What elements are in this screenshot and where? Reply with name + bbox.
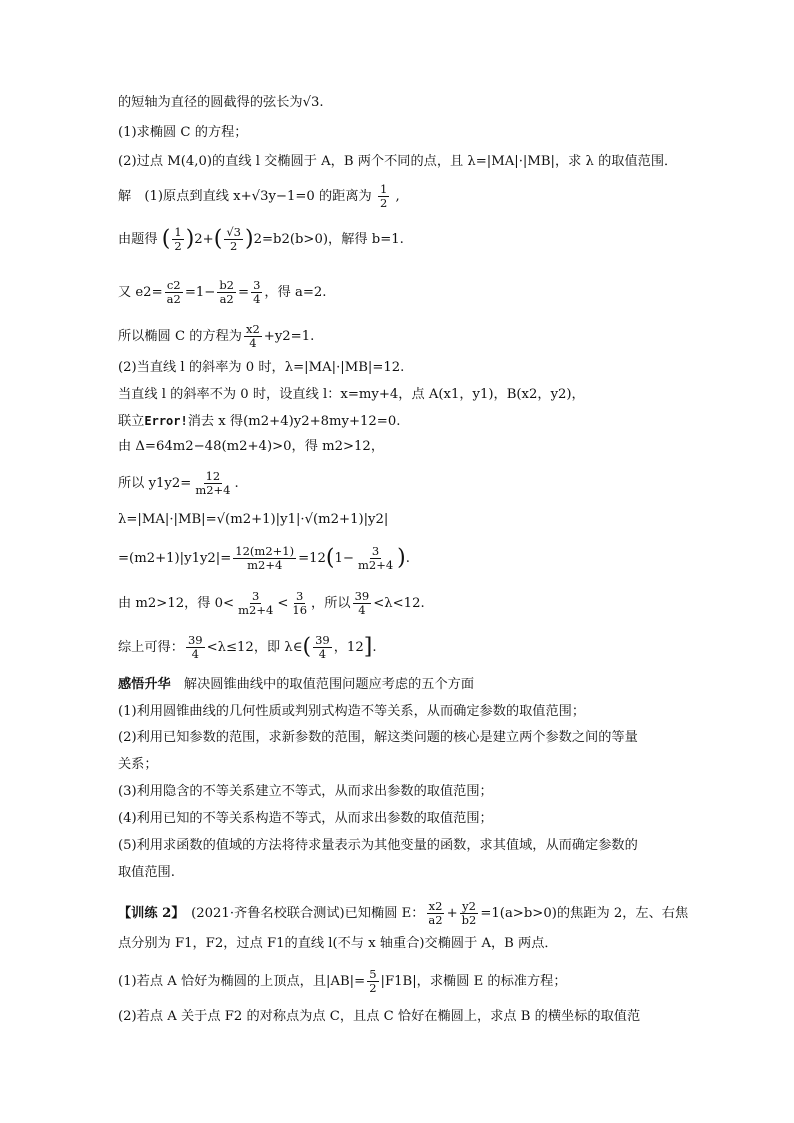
text-line: 点分别为 F1，F2，过点 F1的直线 l(不与 x 轴重合)交椭圆于 A，B 两点． [118, 936, 558, 951]
equation-line: 所以椭圆 C 的方程为 $\frac{x2}{4}$ +y2=1. [118, 322, 315, 350]
summary-heading: 感悟升华 解决圆锥曲线中的取值范围问题应考虑的五个方面 [118, 677, 475, 692]
text-line: (2)利用已知参数的范围，求新参数的范围，解这类问题的核心是建立两个参数之间的等量 [118, 730, 638, 745]
fraction: $\frac{√3}{2}$ [226, 225, 241, 253]
error-text: Error! [144, 414, 188, 428]
text-line: (2)若点 A 关于点 F2 的对称点为点 C，且点 C 恰好在椭圆上，求点 B 的横坐标的取值范 [118, 1009, 641, 1024]
fraction: $\frac{1}{2}$ [379, 182, 388, 210]
question-2 [118, 153, 677, 171]
fraction: $\frac{1}{2}$ [174, 225, 182, 253]
text: (1)求椭圆 C 的方程； [118, 125, 248, 140]
exercise-heading: 【训练 2】 (2021·齐鲁名校联合测试)已知椭圆 E： $\frac{x2}{a2}$ + $\frac{y2}{b2}$ =1(a>b>0)的焦距为 2，左、右焦 [118, 899, 689, 927]
text: 的短轴为直径的圆截得的弦长为√3. [118, 95, 324, 110]
text-line [118, 94, 324, 112]
equation-line: λ=|MA|·|MB|=√(m2+1)|y1|·√(m2+1)|y2| [118, 512, 389, 527]
text-line: (1)若点 A 恰好为椭圆的上顶点，且|AB|= $\frac{5}{2}$ |F1B|，求椭圆 E 的标准方程； [118, 967, 567, 995]
text-line: (2)当直线 l 的斜率为 0 时，λ=|MA|·|MB|=12. [118, 360, 405, 375]
text-line: 联立Error!消去 x 得(m2+4)y2+8my+12=0. [118, 414, 401, 429]
text-line: (1)利用圆锥曲线的几何性质或判别式构造不等关系，从而确定参数的取值范围； [118, 704, 586, 719]
text-line: (3)利用隐含的不等关系建立不等式，从而求出参数的取值范围； [118, 784, 493, 799]
text-line: 由 Δ=64m2−48(m2+4)>0，得 m2>12， [118, 439, 385, 454]
text-line: (5)利用求函数的值域的方法将待求量表示为其他变量的函数，求其值域，从而确定参数的 [118, 838, 638, 853]
text: 解 (1)原点到直线 x+√3y−1=0 的距离为 [118, 189, 372, 204]
equation-line: 又 e2= $\frac{c2}{a2}$ =1− $\frac{b2}{a2}$ = $\frac{3}{4}$ ，得 a=2. [118, 278, 327, 306]
text-line: 取值范围. [118, 865, 175, 880]
text-line: (4)利用已知的不等关系构造不等式，从而求出参数的取值范围； [118, 811, 493, 826]
equation-line: 综上可得： $\frac{39}{4}$ <λ≤12，即 λ∈( $\frac{39}{4}$ ，12]. [118, 633, 377, 661]
equation-line: 所以 y1y2= $\frac{12}{m2+4}$ . [118, 469, 239, 497]
question-1 [118, 124, 247, 142]
text-line: 当直线 l 的斜率不为 0 时，设直线 l：x=my+4，点 A(x1，y1)，B(x2，y2)， [118, 387, 585, 402]
solution-line: 解 (1)原点到直线 x+√3y−1=0 的距离为 $\frac{1}{2}$ , [118, 182, 400, 210]
text: (2)过点 M(4,0)的直线 l 交椭圆于 A，B 两个不同的点，且 λ=|MA|·|MB|，求 λ 的取值范围． [118, 154, 678, 169]
equation-line: 由题得 ( $\frac{1}{2}$ )2+( $\frac{√3}{2}$ )2=b2(b>0)，解得 b=1. [118, 225, 404, 253]
text-line: 关系； [118, 757, 158, 772]
equation-line: 由 m2>12，得 0< $\frac{3}{m2+4}$ < $\frac{3}{16}$ ，所以 $\frac{39}{4}$ <λ<12. [118, 589, 425, 617]
equation-line: =(m2+1)|y1y2|= $\frac{12(m2+1)}{m2+4}$ =12(1− $\frac{3}{m2+4}$ ). [118, 544, 410, 572]
